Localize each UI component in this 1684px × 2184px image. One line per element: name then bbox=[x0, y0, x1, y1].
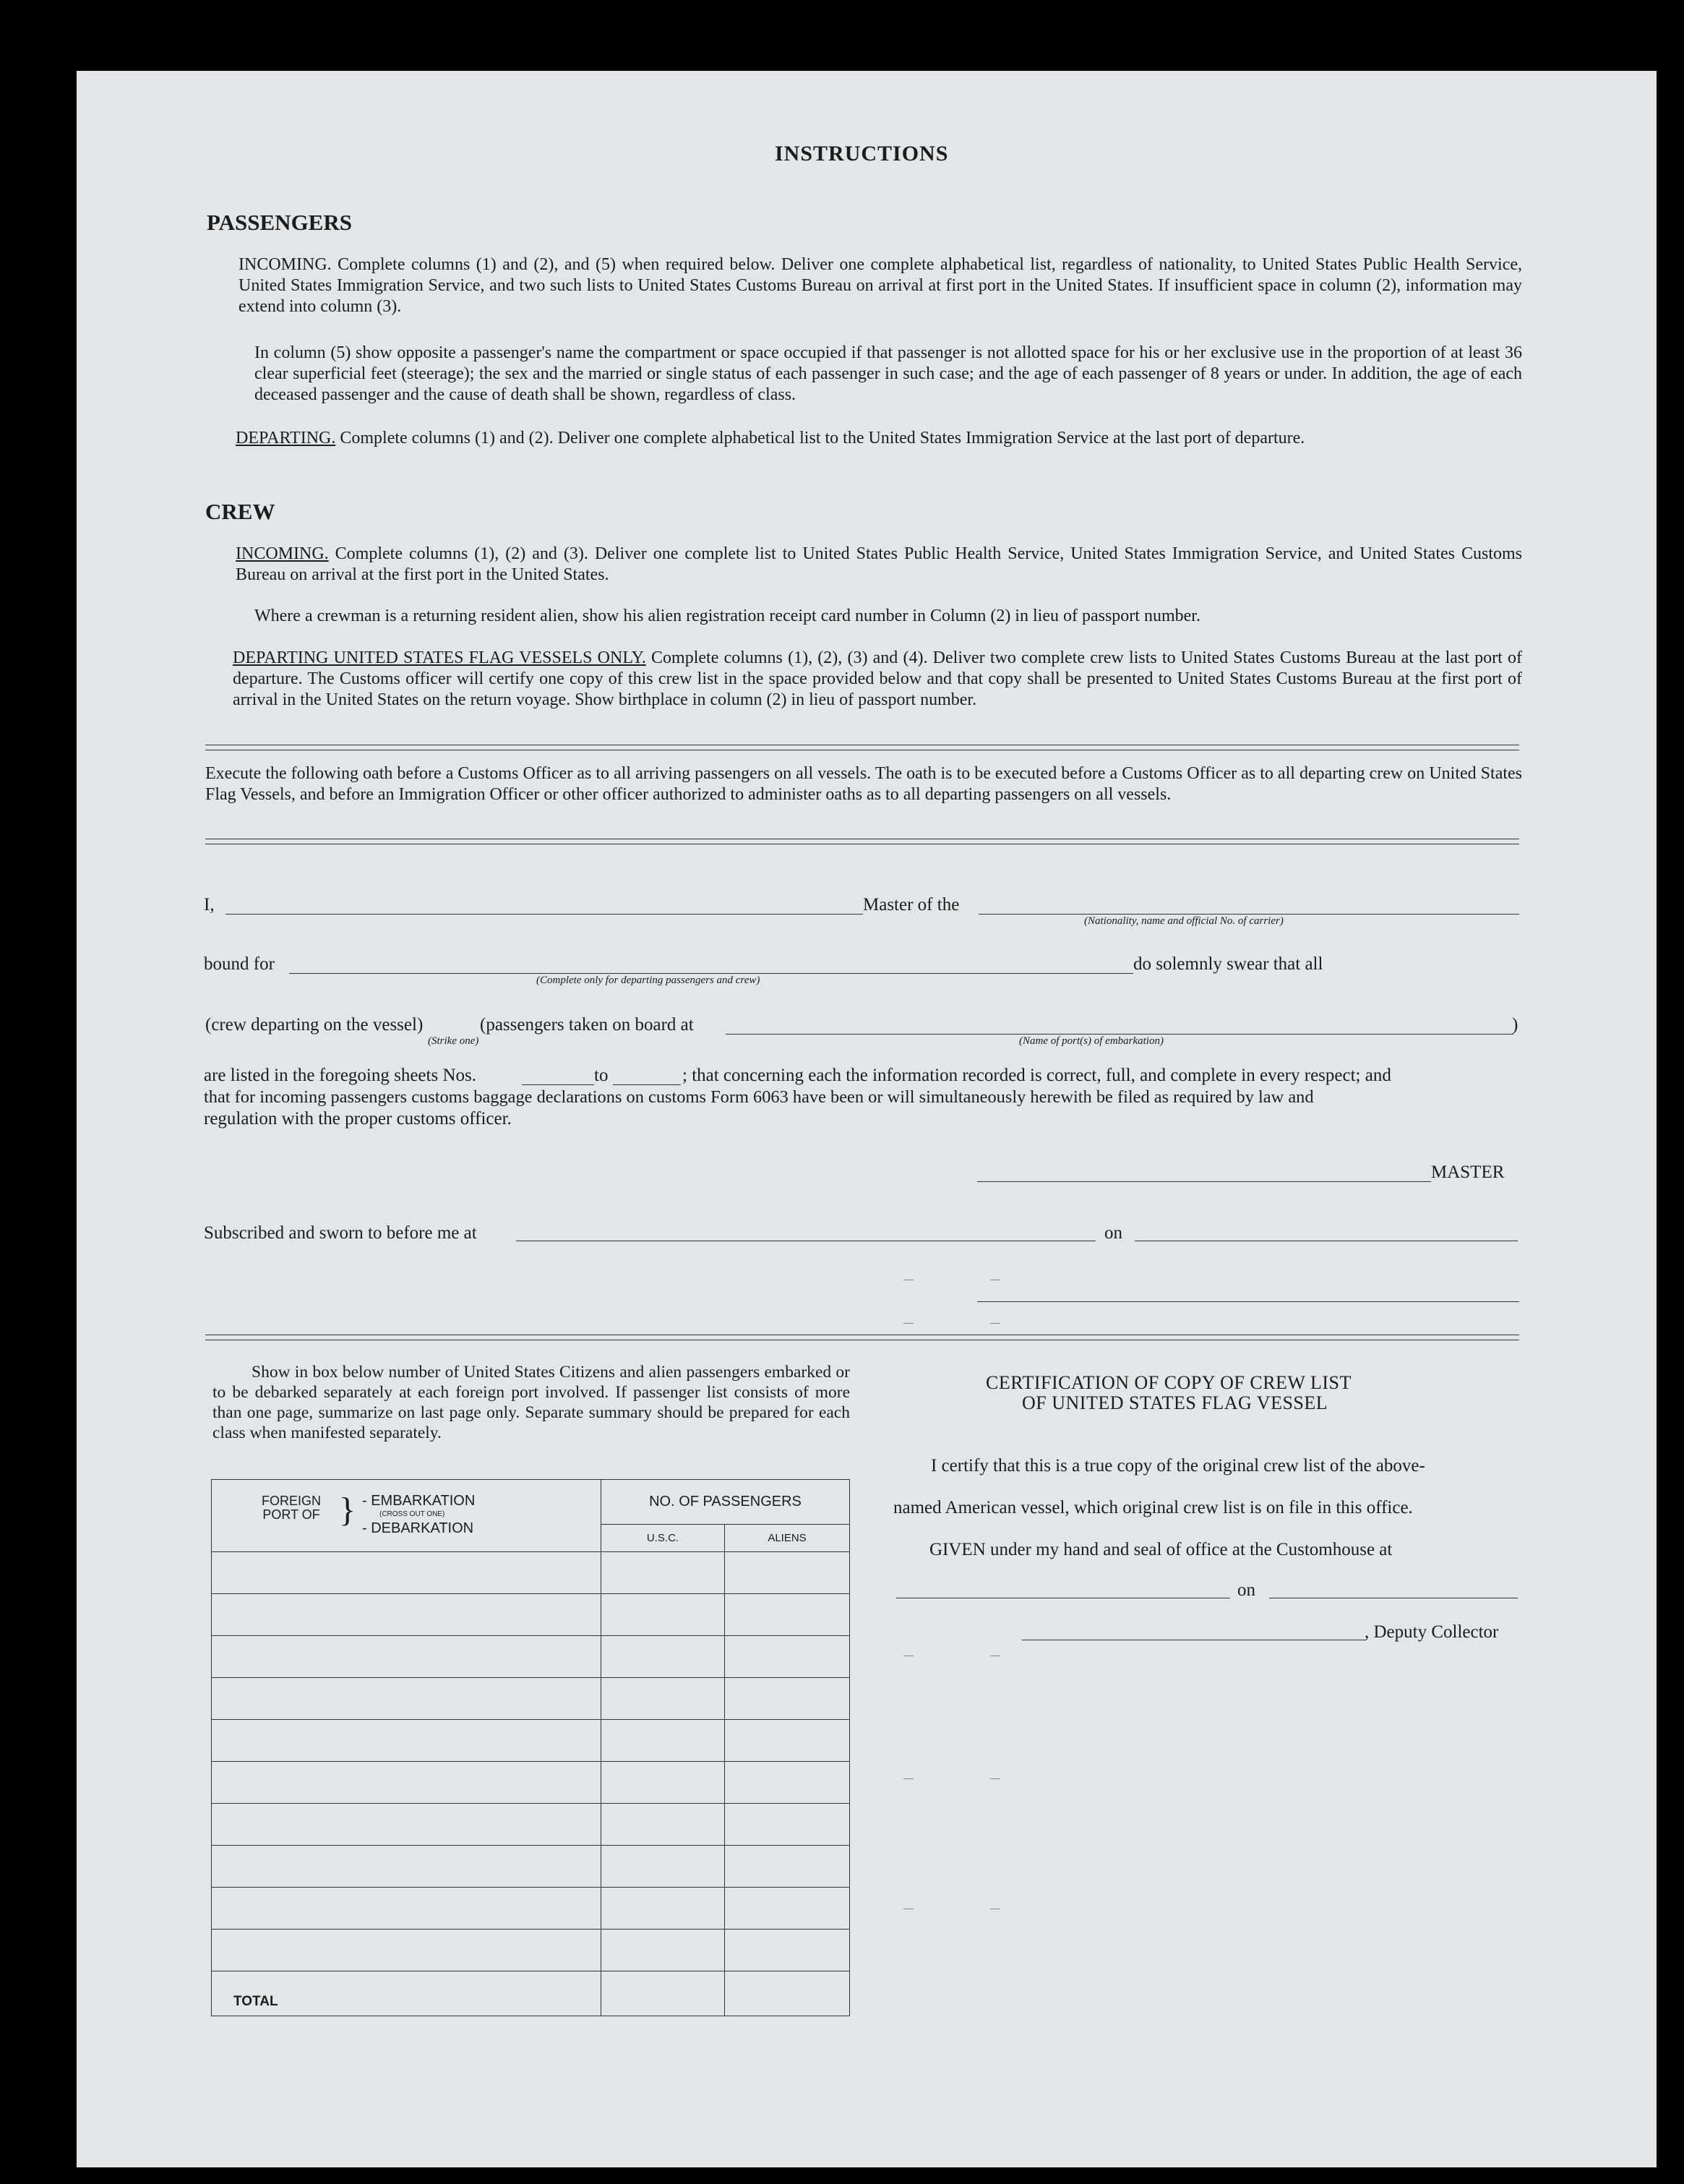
no-of-passengers-header: NO. OF PASSENGERS bbox=[601, 1480, 850, 1525]
master-signature-field[interactable] bbox=[977, 1181, 1431, 1182]
sheet-from-field[interactable] bbox=[522, 1084, 594, 1085]
oath-intro: Execute the following oath before a Customs Officer as to all arriving passengers on all vessels. The oath is to be executed before a Customs Officer as to all departing crew on United States Flag Vessels, and before an Immigration Officer or other officer authorized to administer oaths as to all departing passengers on all vessels. bbox=[205, 764, 1522, 804]
usc-cell[interactable] bbox=[601, 1720, 725, 1762]
cross-out-label: (CROSS OUT ONE) bbox=[379, 1510, 445, 1518]
sheet-to-field[interactable] bbox=[613, 1084, 681, 1085]
total-usc-cell[interactable] bbox=[601, 1971, 725, 2016]
port-cell[interactable] bbox=[212, 1930, 601, 1971]
passenger-summary-table bbox=[211, 1479, 850, 2016]
embarkation-label: - EMBARKATION bbox=[362, 1493, 476, 1509]
port-cell[interactable] bbox=[212, 1678, 601, 1720]
port-cell[interactable] bbox=[212, 1804, 601, 1846]
sworn-on-label: on bbox=[1104, 1223, 1122, 1243]
aliens-header: ALIENS bbox=[725, 1525, 850, 1552]
usc-cell[interactable] bbox=[601, 1594, 725, 1636]
aliens-cell[interactable] bbox=[725, 1888, 850, 1930]
total-label: TOTAL bbox=[212, 1971, 601, 2016]
master-of-the-label: Master of the bbox=[863, 895, 960, 915]
solemnly-swear-label: do solemnly swear that all bbox=[1133, 954, 1323, 974]
aliens-cell[interactable] bbox=[725, 1846, 850, 1888]
crew-departing-option[interactable]: (crew departing on the vessel) bbox=[205, 1015, 424, 1035]
port-cell[interactable] bbox=[212, 1720, 601, 1762]
strike-one-caption: (Strike one) bbox=[428, 1035, 479, 1047]
crew-departing-paragraph bbox=[233, 648, 1522, 711]
listed-statement: ; that concerning each the information recorded is correct, full, and complete in every respect; and bbox=[682, 1066, 1391, 1085]
to-label: to bbox=[594, 1066, 609, 1085]
certify-line-3: GIVEN under my hand and seal of office at the Customhouse at bbox=[929, 1540, 1393, 1559]
usc-cell[interactable] bbox=[601, 1678, 725, 1720]
crew-incoming-text: Complete columns (1), (2) and (3). Deliver one complete list to United States Public Health Service, United States Immigration Service, and United States Customs Bureau on arrival at the first port in the United States. bbox=[236, 544, 1523, 584]
deputy-collector-label: , Deputy Collector bbox=[1365, 1622, 1499, 1642]
port-cell[interactable] bbox=[212, 1594, 601, 1636]
aliens-cell[interactable] bbox=[725, 1720, 850, 1762]
listed-statement-line3: regulation with the proper customs officer. bbox=[204, 1109, 512, 1129]
officer-signature-field[interactable] bbox=[977, 1301, 1519, 1302]
master-label: MASTER bbox=[1431, 1162, 1505, 1182]
usc-cell[interactable] bbox=[601, 1888, 725, 1930]
aliens-cell[interactable] bbox=[725, 1552, 850, 1594]
usc-cell[interactable] bbox=[601, 1804, 725, 1846]
debarkation-label: - DEBARKATION bbox=[362, 1520, 474, 1536]
passengers-incoming-paragraph bbox=[239, 254, 1522, 317]
usc-cell[interactable] bbox=[601, 1846, 725, 1888]
port-cell[interactable] bbox=[212, 1636, 601, 1678]
summary-instructions: Show in box below number of United States Citizens and alien passengers embarked or to be debarked separately at each foreign port involved. If passenger list consists of more than one page, summarize on last page only. Separate summary should be prepared for each class when manifested separately. bbox=[212, 1363, 850, 1442]
embarkation-ports-field[interactable] bbox=[726, 1034, 1513, 1035]
listed-sheets-label: are listed in the foregoing sheets Nos. bbox=[204, 1066, 476, 1085]
complete-only-caption: (Complete only for departing passengers and crew) bbox=[536, 975, 760, 986]
passengers-column5-paragraph: In column (5) show opposite a passenger's name the compartment or space occupied if that passenger is not allotted space for his or her exclusive use in the proportion of at least 36 clear superficial feet (steerage); the sex and the married or single status of each passenger in such case; and the age of each passenger of 8 years or under. In addition, the age of each deceased passenger and the cause of death shall be shown, regardless of class. bbox=[254, 343, 1522, 404]
listed-statement-line2: that for incoming passengers customs baggage declarations on customs Form 6063 have been or will simultaneously herewith be filed as required by law and bbox=[204, 1087, 1314, 1107]
usc-cell[interactable] bbox=[601, 1636, 725, 1678]
foreign-port-header bbox=[212, 1480, 601, 1552]
fold-mark bbox=[990, 1323, 1000, 1324]
nationality-caption: (Nationality, name and official No. of carrier) bbox=[1084, 915, 1284, 927]
usc-cell[interactable] bbox=[601, 1762, 725, 1804]
incoming-lead: INCOMING. bbox=[239, 255, 332, 274]
port-cell[interactable] bbox=[212, 1552, 601, 1594]
bound-for-label: bound for bbox=[204, 954, 275, 974]
divider bbox=[205, 1335, 1519, 1340]
certify-line-1: I certify that this is a true copy of the original crew list of the above- bbox=[931, 1456, 1425, 1476]
bound-for-field[interactable] bbox=[289, 973, 1133, 974]
passengers-taken-option[interactable]: (passengers taken on board at bbox=[480, 1015, 694, 1035]
crew-heading: CREW bbox=[205, 499, 275, 524]
fold-mark bbox=[903, 1778, 914, 1779]
subscribed-label: Subscribed and sworn to before me at bbox=[204, 1223, 477, 1243]
page-title: INSTRUCTIONS bbox=[775, 142, 949, 166]
crew-departing-text: Complete columns (1), (2), (3) and (4). Deliver two complete crew lists to United States Customs Bureau at the last port of departure. The Customs officer will certify one copy of this crew list in the space provided below and that copy shall be presented to United States Customs Bureau at the first port of arrival in the United States on the return voyage. Show birthplace in column (2) in lieu of passport number. bbox=[233, 648, 1522, 709]
certify-line-2: named American vessel, which original crew list is on file in this office. bbox=[893, 1498, 1413, 1517]
aliens-cell[interactable] bbox=[725, 1930, 850, 1971]
crew-incoming-lead: INCOMING. bbox=[236, 544, 329, 563]
usc-cell[interactable] bbox=[601, 1930, 725, 1971]
departing-lead: DEPARTING. bbox=[236, 429, 336, 447]
total-aliens-cell[interactable] bbox=[725, 1971, 850, 2016]
ports-caption: (Name of port(s) of embarkation) bbox=[1019, 1035, 1164, 1047]
crew-incoming-paragraph bbox=[236, 544, 1522, 586]
fold-mark bbox=[903, 1323, 914, 1324]
oath-i-label: I, bbox=[204, 895, 215, 915]
foreign-port-label: FOREIGN PORT OF bbox=[261, 1494, 321, 1522]
port-cell[interactable] bbox=[212, 1762, 601, 1804]
close-paren: ) bbox=[1512, 1015, 1518, 1035]
divider bbox=[205, 839, 1519, 844]
aliens-cell[interactable] bbox=[725, 1594, 850, 1636]
passengers-departing-paragraph bbox=[236, 428, 1522, 449]
aliens-cell[interactable] bbox=[725, 1762, 850, 1804]
certification-heading-2: OF UNITED STATES FLAG VESSEL bbox=[1022, 1392, 1328, 1413]
aliens-cell[interactable] bbox=[725, 1804, 850, 1846]
master-name-field[interactable] bbox=[225, 914, 863, 915]
port-cell[interactable] bbox=[212, 1888, 601, 1930]
departing-text: Complete columns (1) and (2). Deliver one complete alphabetical list to the United States Immigration Service at the last port of departure. bbox=[340, 429, 1305, 447]
brace-glyph: } bbox=[339, 1491, 356, 1529]
incoming-text: Complete columns (1) and (2), and (5) when required below. Deliver one complete alphabetical list, regardless of nationality, to United States Public Health Service, United States Immigration Service, and two such lists to United States Customs Bureau on arrival at first port in the United States. If insufficient space in column (2), information may extend into column (3). bbox=[239, 255, 1523, 316]
port-cell[interactable] bbox=[212, 1846, 601, 1888]
certification-heading-1: CERTIFICATION OF COPY OF CREW LIST bbox=[986, 1372, 1352, 1393]
aliens-cell[interactable] bbox=[725, 1636, 850, 1678]
carrier-field[interactable] bbox=[979, 914, 1519, 915]
fold-mark bbox=[990, 1778, 1000, 1779]
usc-cell[interactable] bbox=[601, 1552, 725, 1594]
crew-departing-lead: DEPARTING UNITED STATES FLAG VESSELS ONLY. bbox=[233, 648, 646, 667]
usc-header: U.S.C. bbox=[601, 1525, 725, 1552]
passengers-heading: PASSENGERS bbox=[207, 210, 352, 235]
divider bbox=[205, 745, 1519, 750]
aliens-cell[interactable] bbox=[725, 1678, 850, 1720]
certify-on-label: on bbox=[1237, 1580, 1255, 1600]
crew-alien-paragraph: Where a crewman is a returning resident alien, show his alien registration receipt card number in Column (2) in lieu of passport number. bbox=[254, 607, 1200, 625]
